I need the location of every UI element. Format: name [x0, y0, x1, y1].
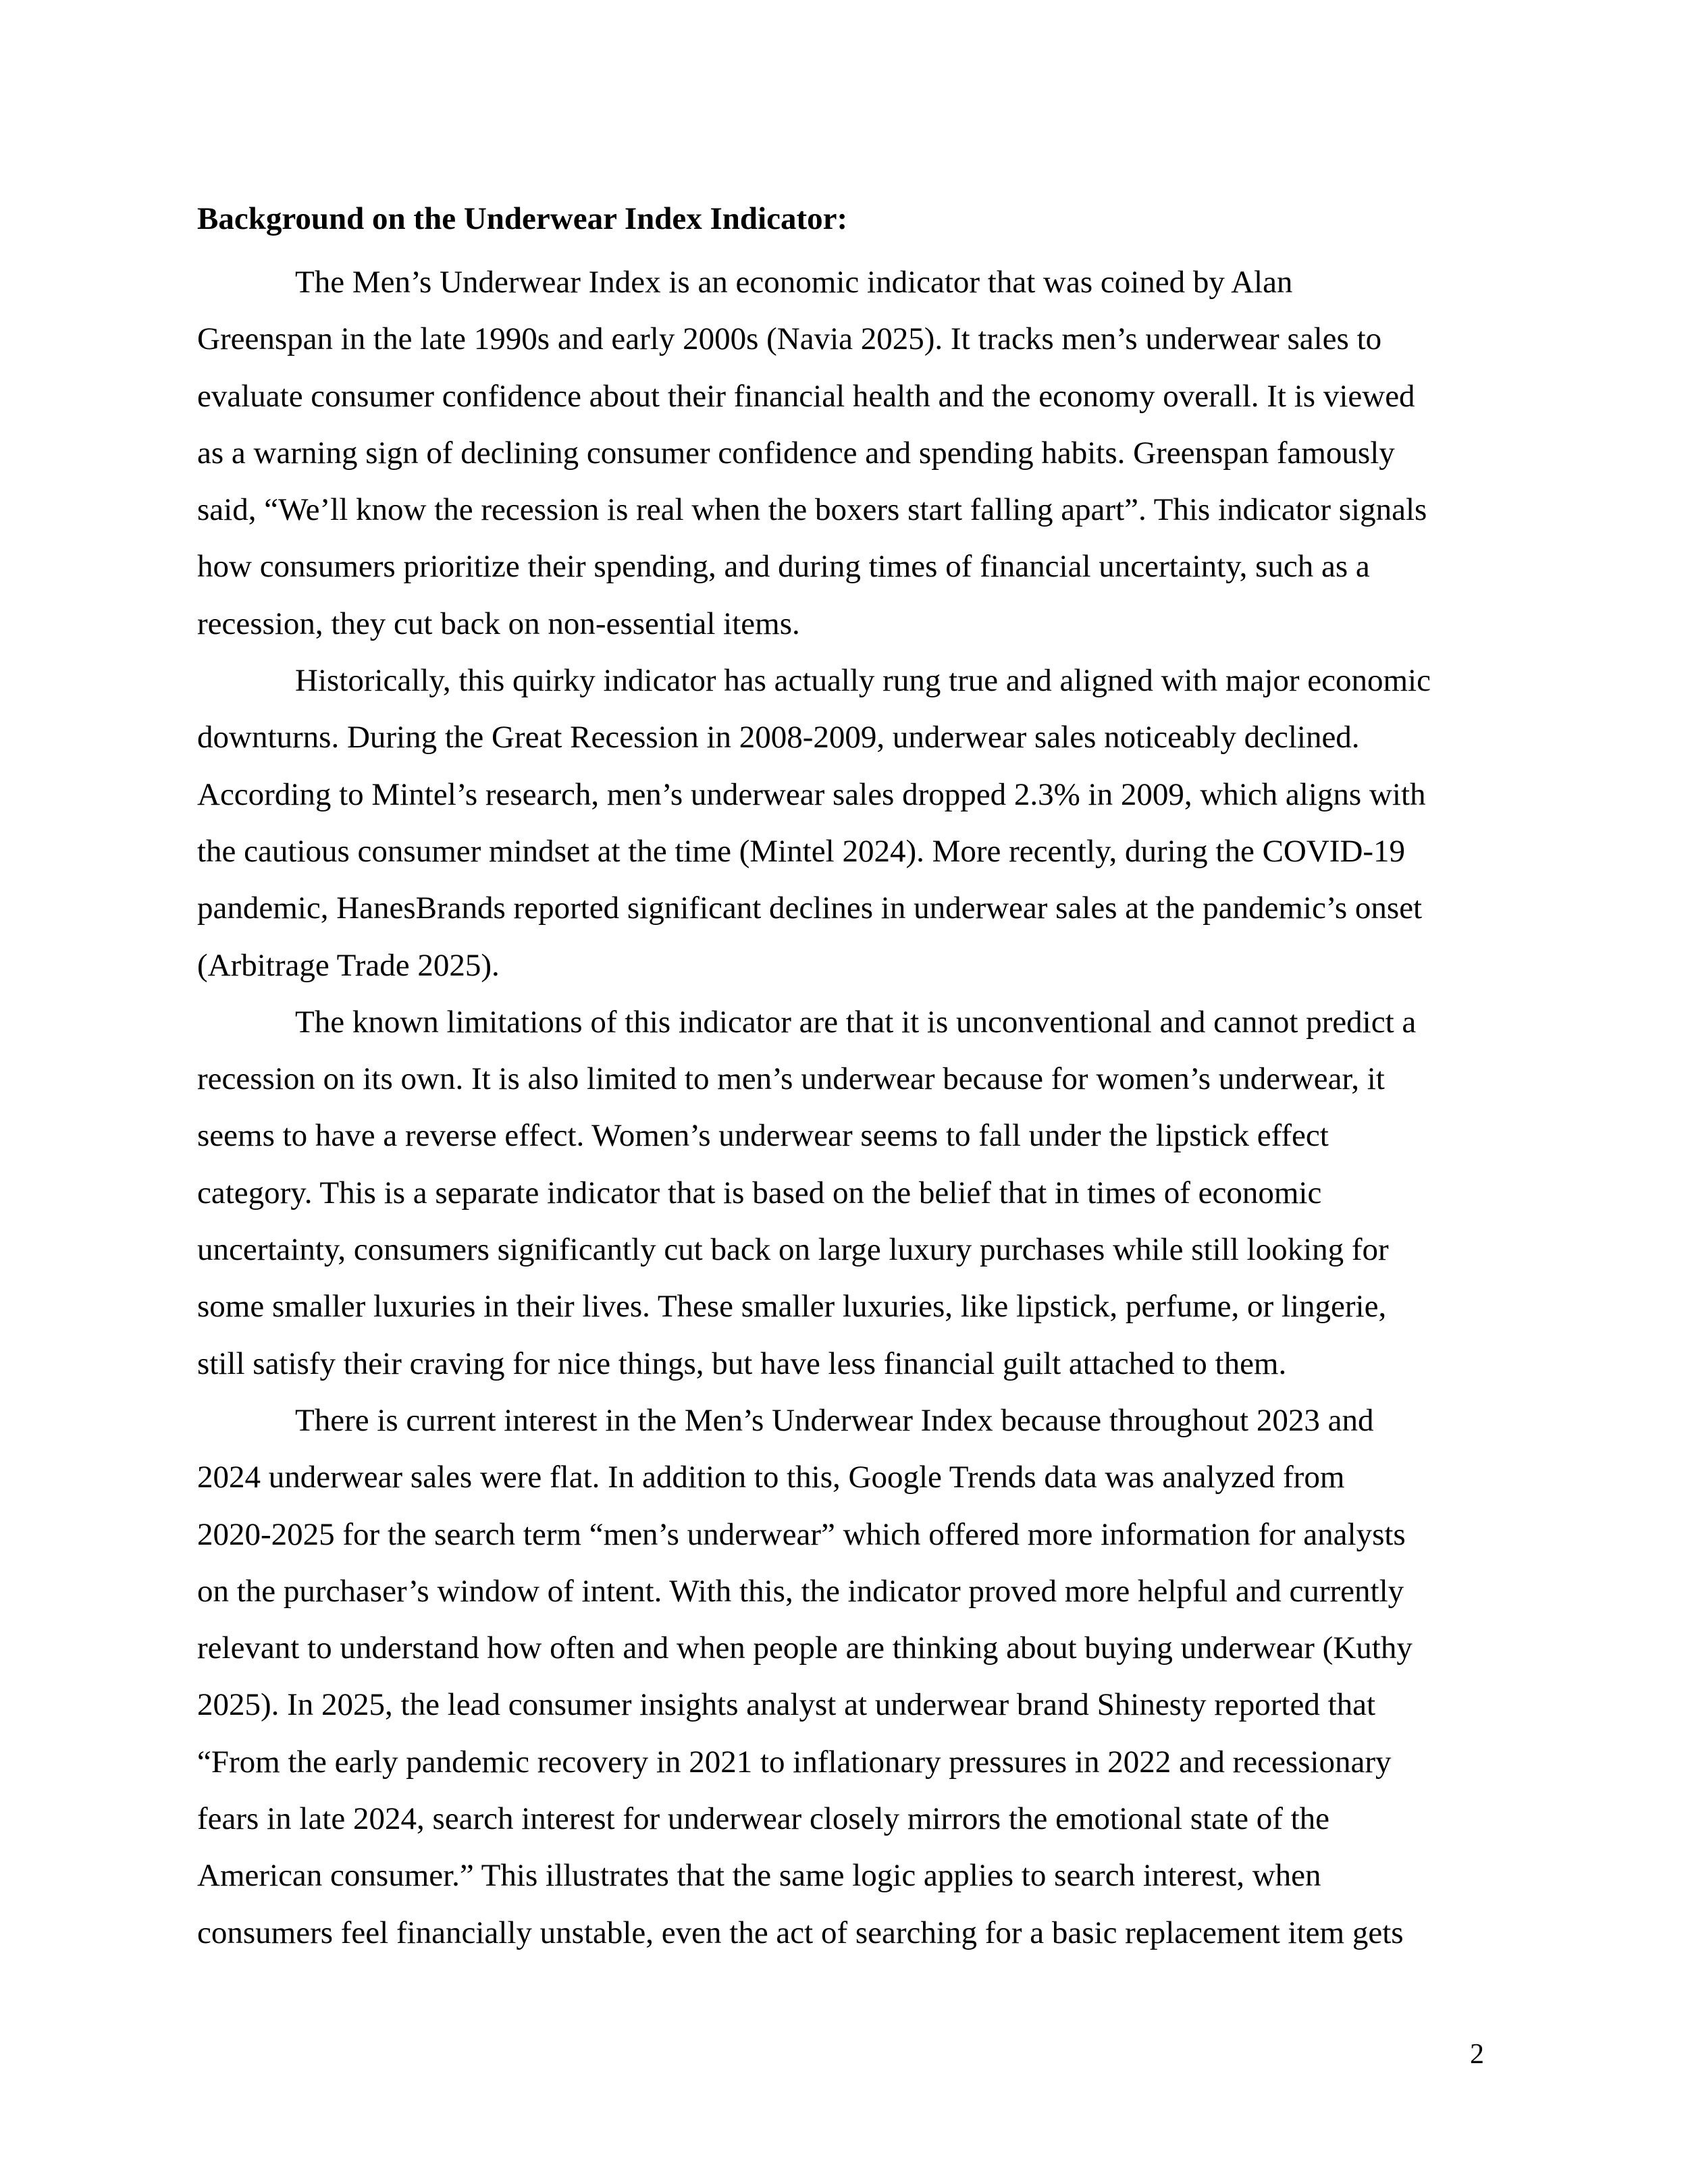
paragraph-line: still satisfy their craving for nice things, but have less financial guilt attached to them. [197, 1346, 1287, 1381]
paragraphs-container [197, 254, 1494, 1961]
paragraph-line: category. This is a separate indicator that is based on the belief that in times of economic [197, 1175, 1322, 1210]
paragraph [197, 994, 1494, 1392]
paragraph-line: said, “We’ll know the recession is real when the boxers start falling apart”. This indicator signals [197, 492, 1427, 528]
paragraph [197, 652, 1494, 994]
paragraph-line: downturns. During the Great Recession in 2008-2009, underwear sales noticeably declined. [197, 720, 1360, 755]
paragraph-line: Historically, this quirky indicator has actually rung true and aligned with major economic [295, 663, 1431, 699]
paragraph-line: uncertainty, consumers significantly cut back on large luxury purchases while still looking for [197, 1232, 1389, 1268]
paragraph-line: consumers feel financially unstable, even the act of searching for a basic replacement item gets [197, 1915, 1404, 1950]
paragraph-line: as a warning sign of declining consumer confidence and spending habits. Greenspan famously [197, 435, 1395, 471]
paragraph-line: Greenspan in the late 1990s and early 2000s (Navia 2025). It tracks men’s underwear sales to [197, 321, 1382, 357]
paragraph [197, 254, 1494, 652]
paragraph-line: some smaller luxuries in their lives. These smaller luxuries, like lipstick, perfume, or lingerie, [197, 1289, 1387, 1325]
paragraph-line: American consumer.” This illustrates that the same logic applies to search interest, when [197, 1858, 1321, 1894]
paragraph [197, 1392, 1494, 1961]
paragraph-line: The known limitations of this indicator are that it is unconventional and cannot predict a [295, 1004, 1417, 1040]
paragraph-line: According to Mintel’s research, men’s underwear sales dropped 2.3% in 2009, which aligns with [197, 776, 1426, 812]
paragraph-line: The Men’s Underwear Index is an economic indicator that was coined by Alan [295, 265, 1293, 300]
page-number: 2 [1470, 2039, 1484, 2070]
paragraph-line: There is current interest in the Men’s Underwear Index because throughout 2023 and [295, 1402, 1374, 1438]
paragraph-line: 2025). In 2025, the lead consumer insights analyst at underwear brand Shinesty reported that [197, 1687, 1376, 1723]
paragraph-line: recession on its own. It is also limited to men’s underwear because for women’s underwear, it [197, 1061, 1385, 1097]
paragraph-line: seems to have a reverse effect. Women’s underwear seems to fall under the lipstick effect [197, 1118, 1329, 1154]
paragraph-line: 2024 underwear sales were flat. In addition to this, Google Trends data was analyzed from [197, 1460, 1345, 1495]
paragraph-line: how consumers prioritize their spending, and during times of financial uncertainty, such as a [197, 549, 1370, 585]
section-heading: Background on the Underwear Index Indicator: [197, 201, 848, 236]
paragraph-line: 2020-2025 for the search term “men’s underwear” which offered more information for analysts [197, 1516, 1406, 1552]
paragraph-line: pandemic, HanesBrands reported significant declines in underwear sales at the pandemic’s onset [197, 890, 1423, 926]
paragraph-line: the cautious consumer mindset at the time (Mintel 2024). More recently, during the COVID-19 [197, 833, 1406, 869]
paragraph-line: relevant to understand how often and when people are thinking about buying underwear (Kuthy [197, 1630, 1413, 1666]
paragraph-line: evaluate consumer confidence about their financial health and the economy overall. It is viewed [197, 378, 1415, 414]
paragraph-line: fears in late 2024, search interest for underwear closely mirrors the emotional state of the [197, 1801, 1330, 1837]
paragraph-line: “From the early pandemic recovery in 2021 to inflationary pressures in 2022 and recessionary [197, 1744, 1392, 1780]
paragraph-line: (Arbitrage Trade 2025). [197, 947, 500, 983]
paragraph-line: recession, they cut back on non-essential items. [197, 606, 800, 641]
paragraph-line: on the purchaser’s window of intent. With this, the indicator proved more helpful and currently [197, 1573, 1404, 1609]
document-body [197, 197, 1494, 1961]
